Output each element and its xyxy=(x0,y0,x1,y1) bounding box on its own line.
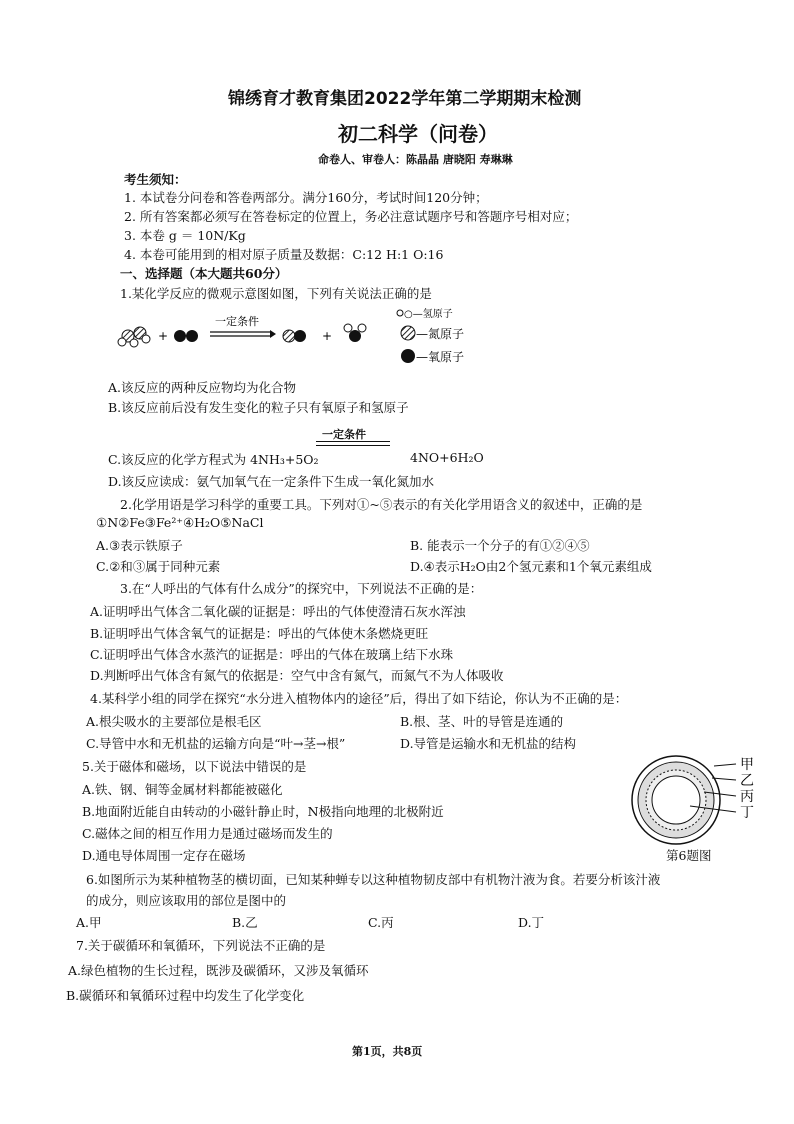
q1-option-d: D.该反应读成：氨气加氧气在一定条件下生成一氧化氮加水 xyxy=(108,474,435,489)
q6-stem-line1: 6.如图所示为某种植物茎的横切面，已知某种蝉专以这种植物韧皮部中有机物汁液为食。若要分析该汁液 xyxy=(86,872,661,887)
q2-option-b: B. 能表示一个分子的有①②④⑤ xyxy=(410,538,590,553)
q1-reaction-diagram xyxy=(110,305,490,375)
q4-option-d: D.导管是运输水和无机盐的结构 xyxy=(400,736,577,751)
q2-stem: 2.化学用语是学习科学的重要工具。下列对①~⑤表示的有关化学用语含义的叙述中，正确的是 xyxy=(120,497,643,512)
q6-option-b: B.乙 xyxy=(232,915,258,930)
q4-option-c: C.导管中水和无机盐的运输方向是“叶→茎→根” xyxy=(86,736,346,751)
q7-option-b: B.碳循环和氧循环过程中均发生了化学变化 xyxy=(66,988,305,1003)
q2-option-d: D.④表示H₂O由2个氢元素和1个氧元素组成 xyxy=(410,559,652,574)
oxygen-molecule-icon xyxy=(174,330,198,342)
legend-oxygen: —氧原子 xyxy=(416,350,465,364)
plus-sign: + xyxy=(322,329,333,343)
q5-option-c: C.磁体之间的相互作用力是通过磁场而发生的 xyxy=(82,826,333,841)
label-jia: 甲 xyxy=(740,757,754,773)
oxygen-atom-icon xyxy=(401,349,415,363)
label-ding: 丁 xyxy=(740,805,754,821)
notice-heading: 考生须知： xyxy=(124,172,187,187)
q7-stem: 7.关于碳循环和氧循环，下列说法不正确的是 xyxy=(76,938,326,953)
q6-option-c: C.丙 xyxy=(368,915,394,930)
q2-items: ①N②Fe③Fe²⁺④H₂O⑤NaCl xyxy=(96,515,264,530)
q4-option-a: A.根尖吸水的主要部位是根毛区 xyxy=(86,714,262,729)
q6-option-d: D.丁 xyxy=(518,915,545,930)
q1-option-a: A.该反应的两种反应物均为化合物 xyxy=(108,380,297,395)
q5-option-b: B.地面附近能自由转动的小磁针静止时，N极指向地理的北极附近 xyxy=(82,804,444,819)
nitrogen-atom-icon xyxy=(401,326,415,340)
q3-option-c: C.证明呼出气体含水蒸汽的证据是：呼出的气体在玻璃上结下水珠 xyxy=(90,647,454,662)
notice-item: 2. 所有答案都必须写在答卷标定的位置上，务必注意试题序号和答题序号相对应； xyxy=(124,209,578,224)
q1-stem: 1.某化学反应的微观示意图如图，下列有关说法正确的是 xyxy=(120,286,432,301)
q4-stem: 4.某科学小组的同学在探究“水分进入植物体内的途径”后，得出了如下结论，你认为不正确的是： xyxy=(90,691,628,706)
q2-option-c: C.②和③属于同种元素 xyxy=(96,559,221,574)
exam-title: 锦绣育才教育集团2022学年第二学期期末检测 xyxy=(228,89,582,109)
q5-option-a: A.铁、钢、铜等金属材料都能被磁化 xyxy=(82,782,283,797)
label-yi: 乙 xyxy=(740,773,754,789)
q3-option-a: A.证明呼出气体含二氧化碳的证据是：呼出的气体使澄清石灰水浑浊 xyxy=(90,604,466,619)
notice-item: 3. 本卷 g ＝ 10N/Kg xyxy=(124,228,246,243)
equation-condition: 一定条件 xyxy=(322,428,366,441)
q3-option-d: D.判断呼出气体含有氮气的依据是：空气中含有氮气，而氮气不为人体吸收 xyxy=(90,668,504,683)
equation-products: 4NO+6H₂O xyxy=(410,450,484,465)
q6-stem-line2: 的成分，则应该取用的部位是图中的 xyxy=(86,893,287,908)
q5-option-d: D.通电导体周围一定存在磁场 xyxy=(82,848,246,863)
q6-option-a: A.甲 xyxy=(76,915,102,930)
water-molecule-icon xyxy=(344,324,366,342)
stem-cross-section-figure xyxy=(628,752,788,852)
section-heading: 一、选择题（本大题共60分） xyxy=(120,266,288,281)
page-footer: 第1页，共8页 xyxy=(352,1045,423,1058)
q1-option-b: B.该反应前后没有发生变化的粒子只有氧原子和氢原子 xyxy=(108,400,409,415)
label-bing: 丙 xyxy=(740,789,754,805)
reaction-condition: 一定条件 xyxy=(215,315,259,328)
legend-nitrogen: —氮原子 xyxy=(416,327,465,341)
legend-hydrogen: ○—氢原子 xyxy=(404,309,453,320)
figure6-caption: 第6题图 xyxy=(666,848,712,863)
q7-option-a: A.绿色植物的生长过程，既涉及碳循环，又涉及氧循环 xyxy=(68,963,369,978)
q1-option-c: C.该反应的化学方程式为 4NH₃+5O₂ xyxy=(108,452,319,467)
equation-arrow-line-bottom xyxy=(316,445,390,446)
paper-subtitle: 初二科学（问卷） xyxy=(338,122,498,146)
q1-legend xyxy=(397,307,464,364)
pith xyxy=(652,776,700,824)
plus-sign: + xyxy=(158,329,169,343)
q2-option-a: A.③表示铁原子 xyxy=(96,538,183,553)
no-molecule-icon xyxy=(283,330,306,342)
notice-item: 4. 本卷可能用到的相对原子质量及数据：C:12 H:1 O:16 xyxy=(124,247,444,262)
q4-option-b: B.根、茎、叶的导管是连通的 xyxy=(400,714,564,729)
equation-arrow-line-top xyxy=(316,441,390,442)
notice-item: 1. 本试卷分问卷和答卷两部分。满分160分，考试时间120分钟； xyxy=(124,190,488,205)
q3-stem: 3.在“人呼出的气体有什么成分”的探究中，下列说法不正确的是： xyxy=(120,581,483,596)
q3-option-b: B.证明呼出气体含氧气的证据是：呼出的气体使木条燃烧更旺 xyxy=(90,626,429,641)
authors-line: 命卷人、审卷人：陈晶晶 唐晓阳 寿琳琳 xyxy=(318,153,513,166)
q5-stem: 5.关于磁体和磁场，以下说法中错误的是 xyxy=(82,759,307,774)
ammonia-molecule-icon xyxy=(118,327,150,347)
